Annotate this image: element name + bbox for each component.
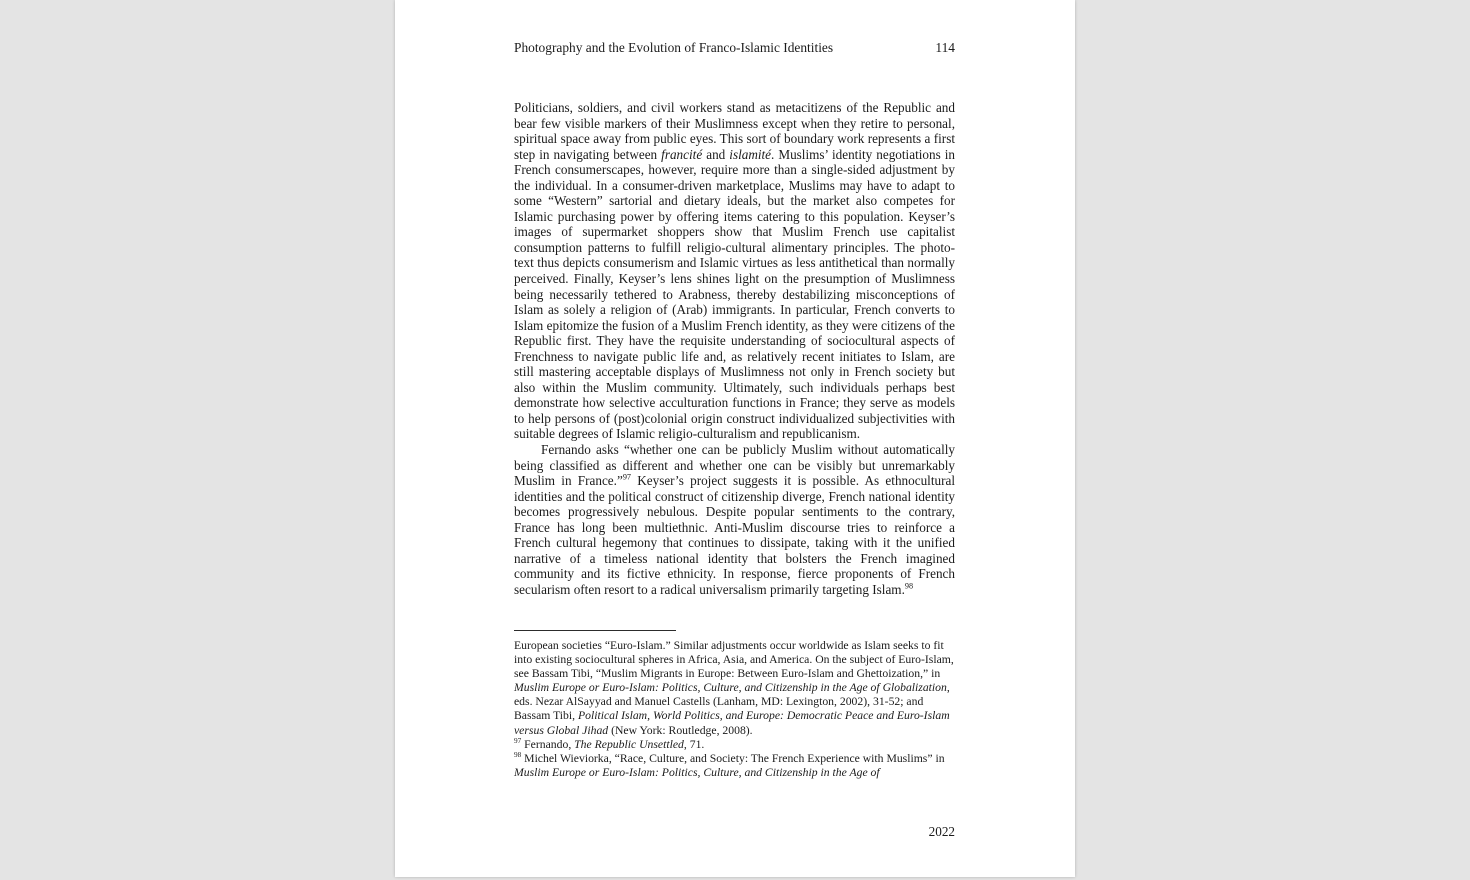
text-run: Politicians, soldiers, and civil workers stand as metacitizens of the Republic and bear few visible markers of their Muslimness except when they retire to personal, spiritual space away from public eyes. This sort of boundary work represents a first step in navigating between — [514, 100, 955, 162]
text-run: , eds. Nezar AlSayyad and Manuel Castells (Lanham, MD: Lexington, 2002), 31-52; and Bassam Tibi, — [514, 681, 950, 723]
footnote-ref: 98 — [904, 581, 914, 591]
footnote-ref: 97 — [622, 472, 631, 482]
italic-text: The Republic Unsettled — [574, 737, 684, 751]
italic-text: francité — [661, 146, 703, 162]
page-number: 114 — [935, 40, 955, 55]
body-paragraph — [514, 100, 955, 442]
body-text — [514, 100, 955, 598]
footnote-separator — [514, 630, 676, 631]
text-run: Keyser’s project suggests it is possible. As ethnocultural identities and the political construct of citizenship diverge, French national identity becomes progressively nebulous. Despite popular sentiments to the contrary, France has long been multiethnic. Anti-Muslim discourse tries to reinforce a French cultural hegemony that continues to dissipate, taking with it the unified narrative of a timeless national identity that bolsters the French imagined community and its fictive ethnicity. In response, fierce proponents of French secularism often resort to a radical universalism primarily targeting Islam. — [514, 473, 955, 597]
running-header — [514, 40, 955, 55]
text-run: and — [702, 146, 730, 162]
footer-year: 2022 — [928, 824, 955, 839]
document-page — [395, 0, 1075, 877]
footnote-ref: 98 — [514, 750, 522, 759]
italic-text: Muslim Europe or Euro-Islam: Politics, Culture, and Citizenship in the Age of Globalization — [514, 681, 947, 695]
text-run: (New York: Routledge, 2008). — [608, 723, 753, 737]
text-run: Fernando, — [521, 737, 575, 751]
italic-text: Muslim Europe or Euro-Islam: Politics, Culture, and Citizenship in the Age of — [514, 765, 880, 779]
footnote-ref: 97 — [514, 736, 522, 745]
footnote — [514, 752, 955, 780]
italic-text: islamité — [729, 146, 772, 162]
page-title: Photography and the Evolution of Franco-Islamic Identities — [514, 40, 834, 55]
text-run: . Muslims’ identity negotiations in French consumerscapes, however, require more than a single-sided adjustment by the individual. In a consumer-driven marketplace, Muslims may have to adapt to some “Western” sartorial and dietary ideals, but the market also competes for Islamic purchasing power by offering items catering to this population. Keyser’s images of supermarket shoppers show that Muslim French use capitalist consumption patterns to fulfill religio-cultural alimentary principles. The photo-text thus depicts consumerism and Islamic virtues as less antithetical than normally perceived. Finally, Keyser’s lens shines light on the presumption of Muslimness being necessarily tethered to Arabness, thereby destabilizing misconceptions of Islam as solely a religion of (Arab) immigrants. In particular, French converts to Islam epitomize the fusion of a Muslim French identity, as they were citizens of the Republic first. They have the requisite understanding of sociocultural aspects of Frenchness to navigate public life and, as relatively recent initiates to Islam, are still mastering acceptable displays of Muslimness not only in French society but also within the Muslim community. Ultimately, such individuals perhaps best demonstrate how selective acculturation functions in France; they serve as models to help persons of (post)colonial origin construct individualized subjectivities with suitable degrees of Islamic religio-culturalism and republicanism. — [514, 146, 955, 442]
text-run: Michel Wieviorka, “Race, Culture, and Society: The French Experience with Muslims” in — [521, 751, 945, 765]
text-run: European societies “Euro-Islam.” Similar adjustments occur worldwide as Islam seeks to fit into existing sociocultural spheres in Africa, Asia, and America. On the subject of Euro-Islam, see Bassam Tibi, “Muslim Migrants in Europe: Between Euro-Islam and Ghettoization,” in — [514, 639, 954, 681]
italic-text: Political Islam, World Politics, and Europe: Democratic Peace and Euro-Islam versus Global Jihad — [514, 709, 950, 737]
text-run: Fernando asks “whether one can be publicly Muslim without automatically being classified as different and whether one can be visibly but unremarkably Muslim in France.” — [514, 442, 955, 489]
footnote — [514, 738, 955, 752]
text-run: , 71. — [683, 737, 705, 751]
footnote-section — [514, 639, 955, 780]
body-paragraph — [514, 442, 955, 597]
footnote — [514, 639, 955, 738]
